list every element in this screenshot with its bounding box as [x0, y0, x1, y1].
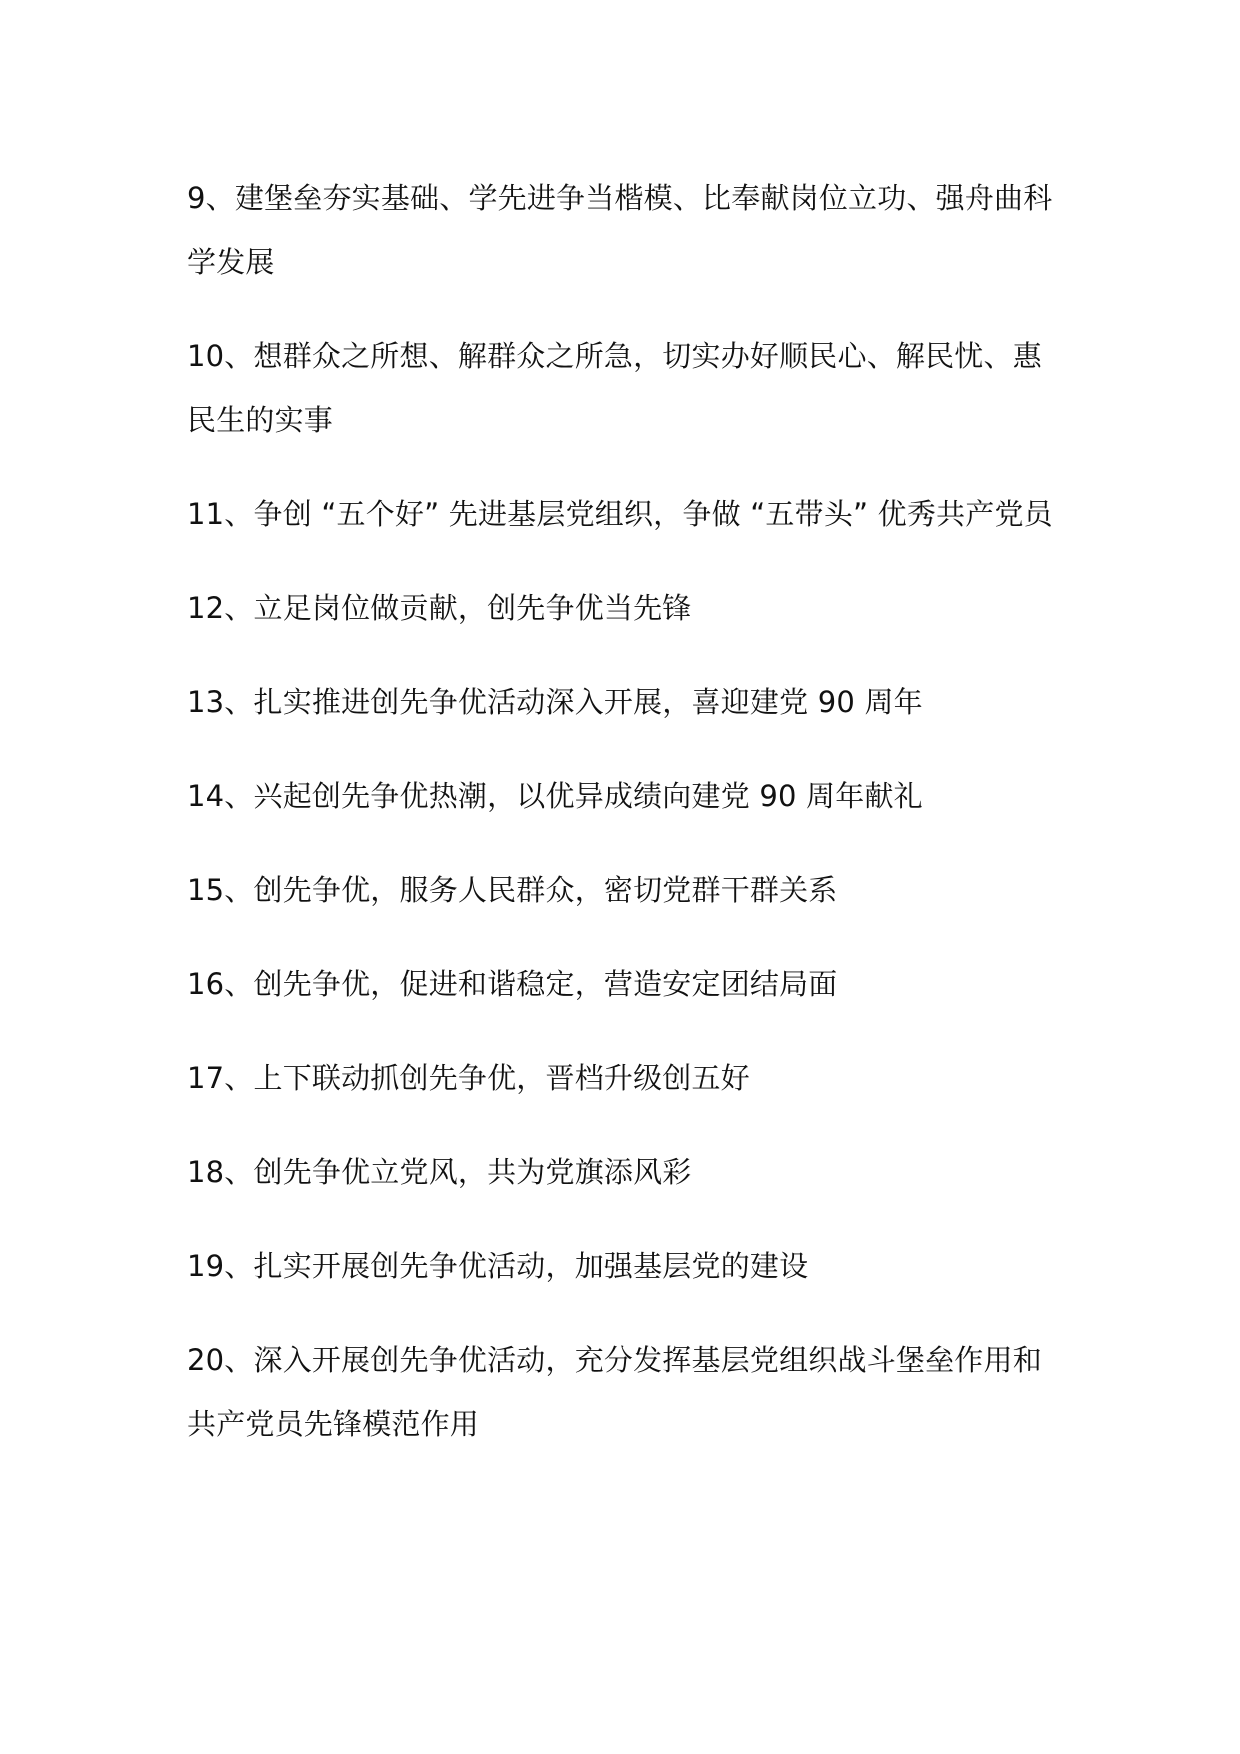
slogan-list [187, 166, 1057, 1486]
list-item: 17、上下联动抓创先争优，晋档升级创五好 [187, 1061, 750, 1095]
list-item: 15、创先争优，服务人民群众，密切党群干群关系 [187, 873, 838, 907]
list-item: 14、兴起创先争优热潮，以优异成绩向建党 90 周年献礼 [187, 779, 923, 813]
list-item: 11、争创 “五个好” 先进基层党组织，争做 “五带头” 优秀共产党员 [187, 497, 1053, 531]
list-item: 10、想群众之所想、解群众之所急，切实办好顺民心、解民忧、惠民生的实事 [187, 339, 1042, 437]
list-item: 16、创先争优，促进和谐稳定，营造安定团结局面 [187, 967, 838, 1001]
list-item: 9、建堡垒夯实基础、学先进争当楷模、比奉献岗位立功、强舟曲科学发展 [187, 181, 1053, 279]
list-item: 12、立足岗位做贡献，创先争优当先锋 [187, 591, 692, 625]
list-item: 18、创先争优立党风，共为党旗添风彩 [187, 1155, 692, 1189]
list-item: 13、扎实推进创先争优活动深入开展，喜迎建党 90 周年 [187, 685, 923, 719]
list-item: 20、深入开展创先争优活动，充分发挥基层党组织战斗堡垒作用和共产党员先锋模范作用 [187, 1343, 1042, 1441]
list-item: 19、扎实开展创先争优活动，加强基层党的建设 [187, 1249, 809, 1283]
